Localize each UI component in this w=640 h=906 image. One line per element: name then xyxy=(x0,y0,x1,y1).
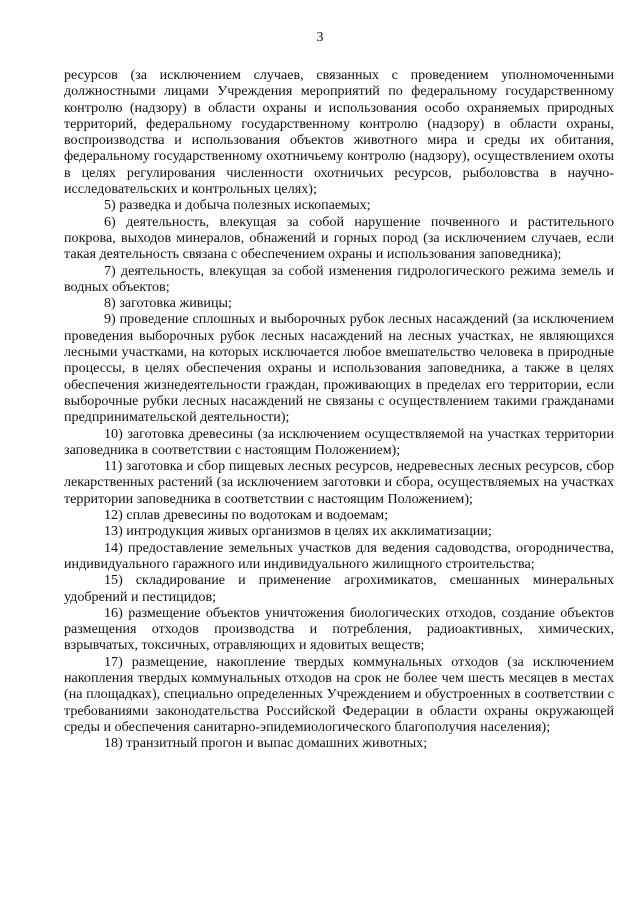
paragraph-item-9: 9) проведение сплошных и выборочных рубок лесных насаждений (за исключением проведения выборочных рубок лесных насаждений на лесных участках, не являющихся лесными участками, на которых исключается любое вмешательство человека в природные процессы, в целях обеспечения охраны и использования заповедника, а также в целях обеспечения жизнедеятельности граждан, проживающих в пределах его территории, если выборочные рубки лесных насаждений не связаны с осуществлением такими гражданами предпринимательской деятельности); xyxy=(64,311,614,426)
page-number: 3 xyxy=(316,30,324,45)
paragraph-item-11: 11) заготовка и сбор пищевых лесных ресурсов, недревесных лесных ресурсов, сбор лекарственных растений (за исключением заготовки и сбора, осуществляемых на участках территории заповедника в соответствии с настоящим Положением); xyxy=(64,458,614,507)
paragraph-item-6: 6) деятельность, влекущая за собой нарушение почвенного и растительного покрова, выходов минералов, обнажений и горных пород (за исключением случаев, если такая деятельность связана с обеспечением охраны и использования заповедника); xyxy=(64,213,614,263)
paragraph-item-8: 8) заготовка живицы; xyxy=(104,295,232,312)
paragraph-item-18: 18) транзитный прогон и выпас домашних животных; xyxy=(104,735,428,752)
paragraph-item-17: 17) размещение, накопление твердых коммунальных отходов (за исключением накопления твердых коммунальных отходов на срок не более чем шесть месяцев в местах (на площадках), специально определенных Учреждением и обустроенных в соответствии с требованиями законодательства Российской Федерации в области охраны окружающей среды и обеспечения санитарно-эпидемиологического благополучия населения); xyxy=(64,653,614,735)
paragraph-item-5: 5) разведка и добыча полезных ископаемых; xyxy=(104,197,371,214)
paragraph-item-16: 16) размещение объектов уничтожения биологических отходов, создание объектов размещения отходов производства и потребления, радиоактивных, химических, взрывчатых, токсичных, отравляющих и ядовитых веществ; xyxy=(64,604,614,654)
paragraph-item-12: 12) сплав древесины по водотокам и водоемам; xyxy=(104,507,389,524)
paragraph-item-15: 15) складирование и применение агрохимикатов, смешанных минеральных удобрений и пестицидов; xyxy=(64,572,614,605)
document-body xyxy=(64,67,614,751)
paragraph-continuation: ресурсов (за исключением случаев, связанных с проведением уполномоченными должностными лицами Учреждения мероприятий по федеральному государственному контролю (надзору) в области охраны и использования особо охраняемых природных территорий, федеральному государственному контролю (надзору) в области охраны, воспроизводства и использования объектов животного мира и среды их обитания, федеральному государственному охотничьему контролю (надзору), осуществлением охоты в целях регулирования численности охотничьих ресурсов, рыболовства в научно-исследовательских и контрольных целях); xyxy=(64,67,614,198)
paragraph-item-10: 10) заготовка древесины (за исключением осуществляемой на участках территории заповедника в соответствии с настоящим Положением); xyxy=(64,425,614,458)
paragraph-item-7: 7) деятельность, влекущая за собой изменения гидрологического режима земель и водных объектов; xyxy=(64,262,614,295)
paragraph-item-13: 13) интродукция живых организмов в целях их акклиматизации; xyxy=(104,523,492,540)
paragraph-item-14: 14) предоставление земельных участков для ведения садоводства, огородничества, индивидуального гаражного или индивидуального жилищного строительства; xyxy=(64,539,614,572)
